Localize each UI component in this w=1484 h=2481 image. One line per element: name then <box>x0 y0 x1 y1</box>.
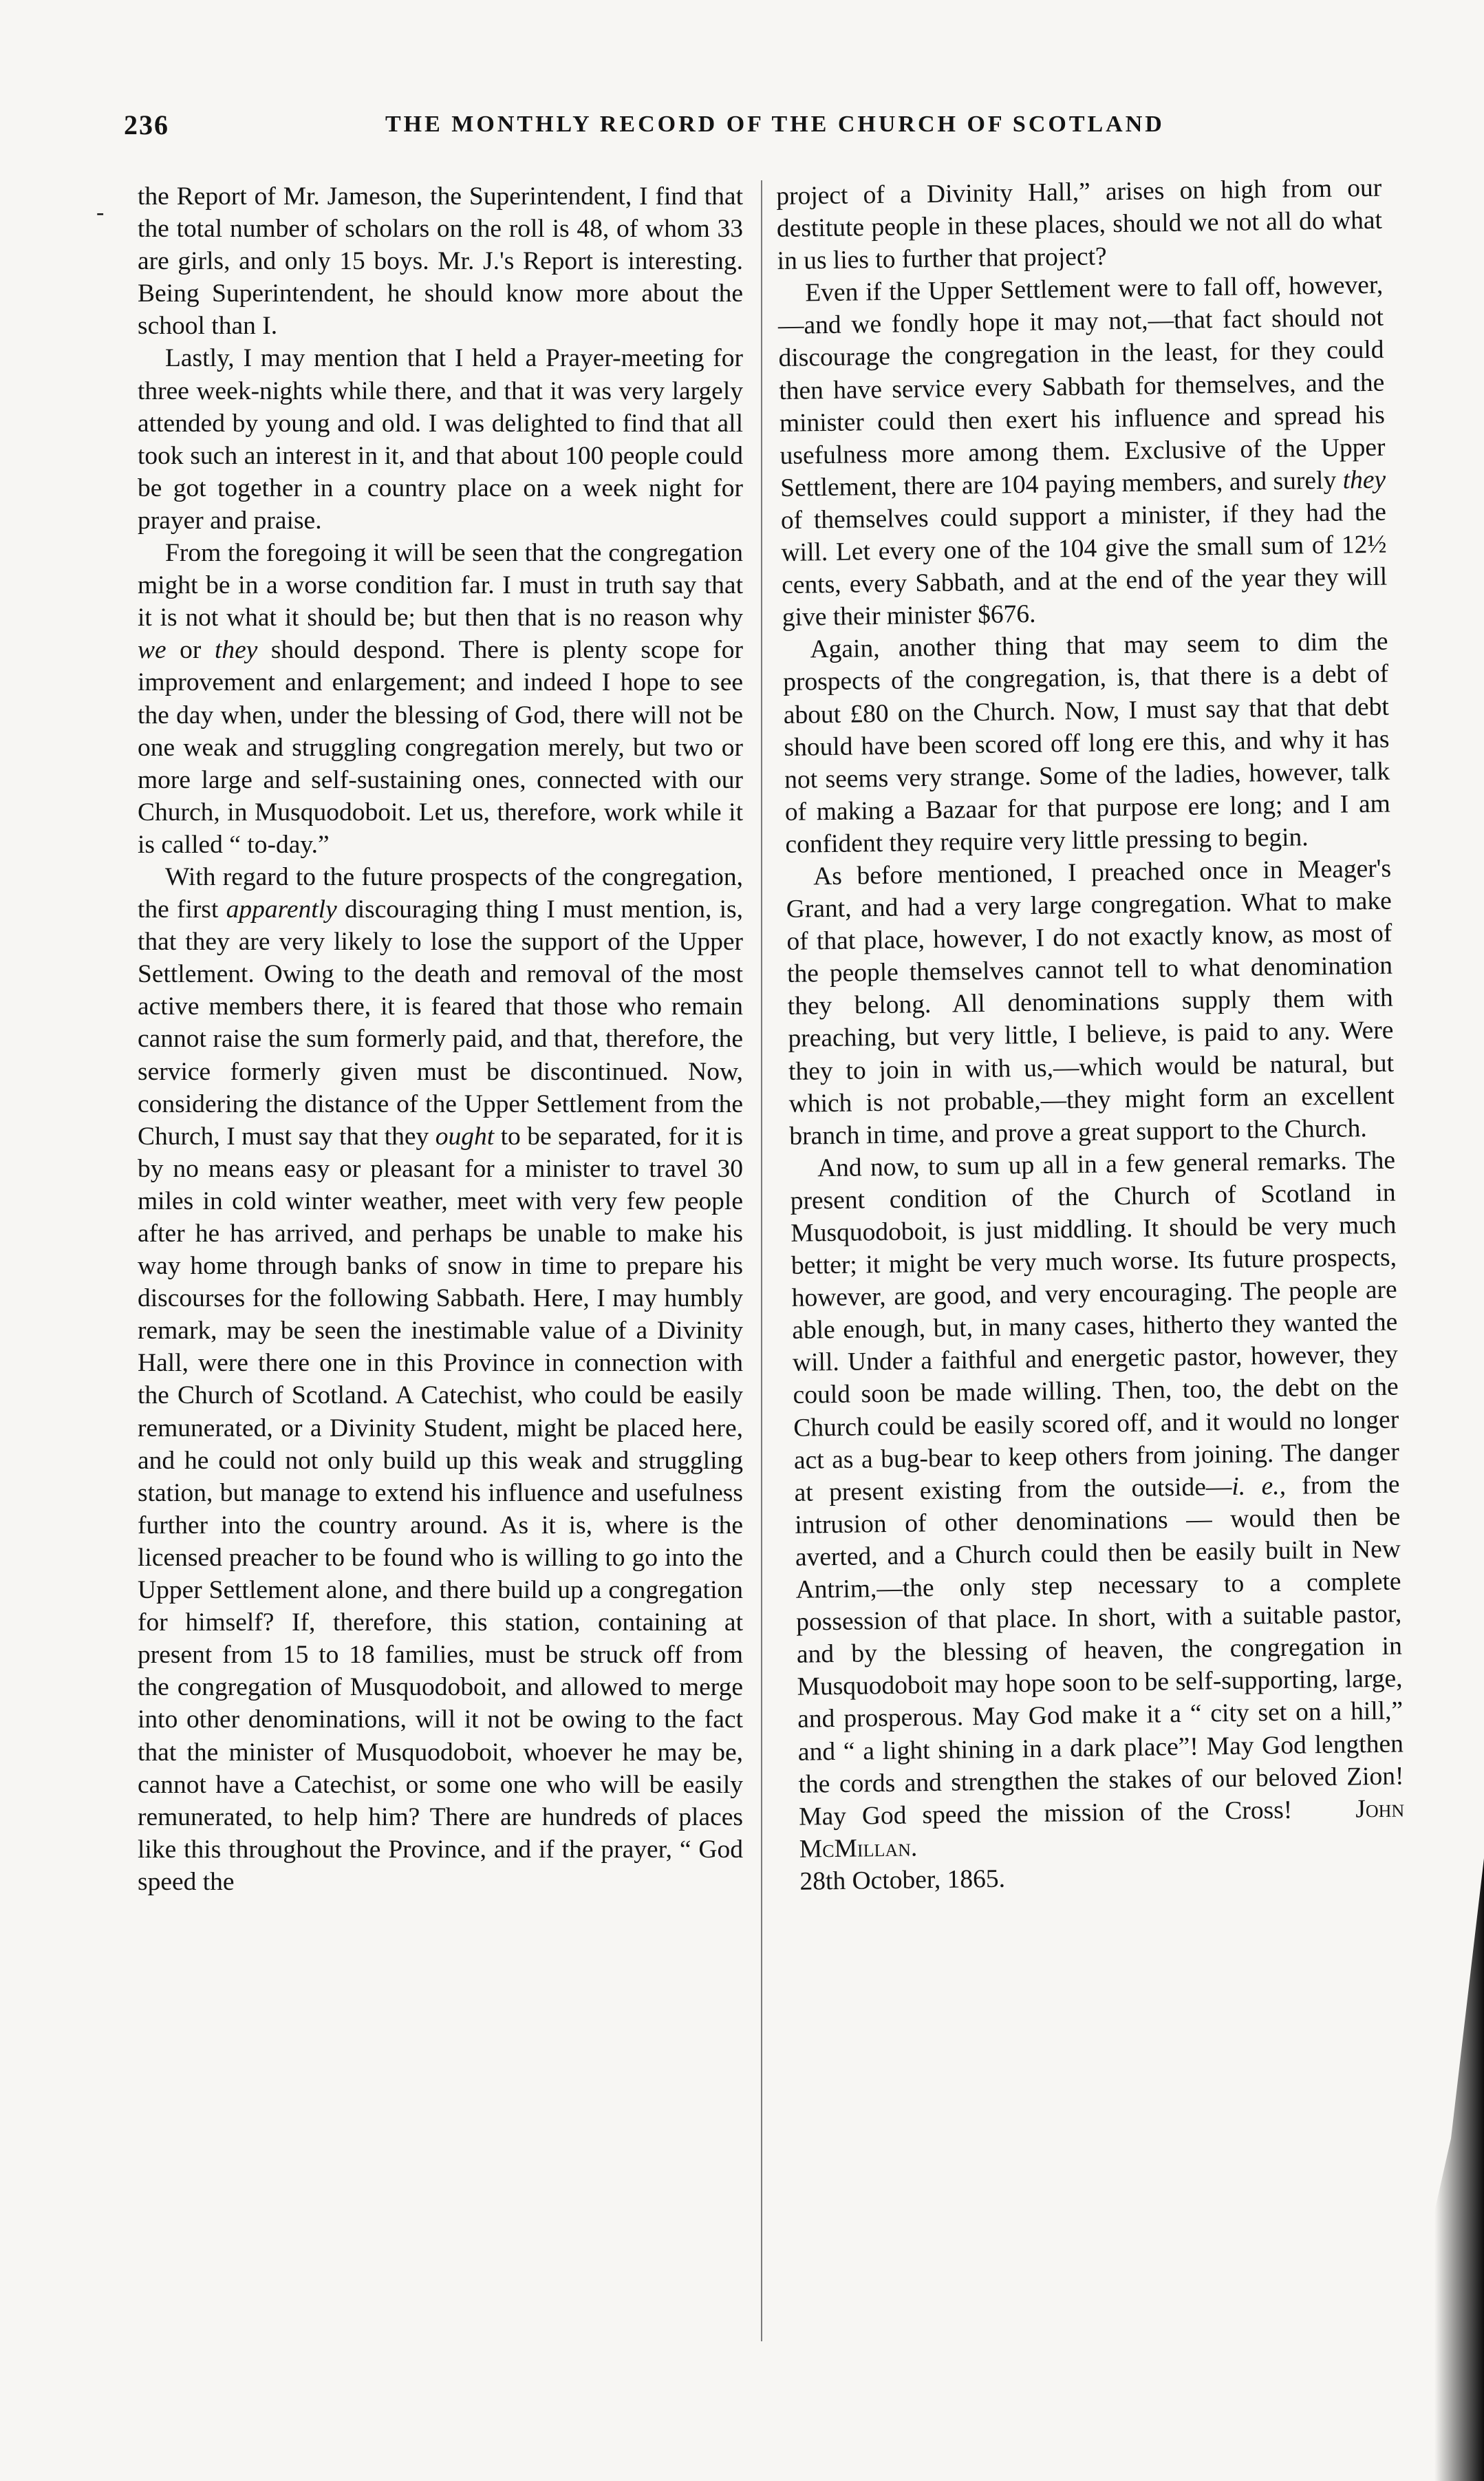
italic-word: apparently <box>226 895 337 924</box>
left-paragraph-4 <box>138 861 743 1898</box>
left-paragraph-2: Lastly, I may mention that I held a Prayer-meeting for three week-nights while there, and that it was very largely attended by young and old. I was delighted to find that all took such an interest in it, and that about 100 people could be got together in a country place on a week night for prayer and praise. <box>138 344 743 535</box>
text-run: From the foregoing it will be seen that the congregation might be in a worse condition far. I must in truth say that it is not what it should be; but then that is no reason why <box>138 539 743 632</box>
text-run: from the intrusion of other denominations — would then be averted, and a Church could then be easily built in New Antrim,—the only step necessary to a complete possession of that place. In short, with a suitable pastor, and by the blessing of heaven, the congregation in Musquodoboit may hope soon to be self-supporting, large, and prosperous. May God make it a “ city set on a hill,” and “ a light shining in a dark place”! May God lengthen the cords and strengthen the stakes of our beloved Zion! May God speed the mission of the Cross! <box>795 1470 1404 1831</box>
right-paragraph-5 <box>790 1144 1405 1865</box>
letter-date: 28th October, 1865. <box>799 1864 1006 1896</box>
text-run: And now, to sum up all in a few general remarks. The present condition of the Church of Scotland in Musquodoboit, is just middling. It should be very much better; it might be very much worse. Its future prospects, however, are good, and very encouraging. The people are able enough, but, in many cases, hitherto they wanted the will. Under a faithful and energetic pastor, however, they could soon be made willing. Then, too, the debt on the Church could be easily scored off, and it would no longer act as a bug-bear to keep others from joining. The danger at present existing from the outside— <box>790 1146 1400 1507</box>
italic-word: ought <box>435 1122 495 1151</box>
running-title: THE MONTHLY RECORD OF THE CHURCH OF SCOTLAND <box>385 111 1165 137</box>
page-edge-shadow <box>1374 1858 1484 2481</box>
page-number: 236 <box>124 109 169 140</box>
text-run: Even if the Upper Settlement were to fall off, however,—and we fondly hope it may not,—that fact should not discourage the congregation in the least, for they could then have service every Sabbath for themselves, and the minister could then exert his influence and spread his usefulness more among them. Exclusive of the Upper Settlement, there are 104 paying members, and surely <box>777 270 1386 502</box>
author-signature: John McMillan. <box>799 1794 1405 1864</box>
text-run: of themselves could support a minister, if they had the will. Let every one of the 104 give the small sum of 12½ cents, every Sabbath, and at the end of the year they will give their minister $676. <box>780 498 1388 632</box>
left-paragraph-3 <box>138 537 743 861</box>
margin-mark: - <box>96 200 105 225</box>
page-header <box>124 109 1390 150</box>
right-column <box>776 172 1406 1898</box>
column-divider <box>761 180 762 2341</box>
text-run: or <box>166 636 215 665</box>
text-run: With regard to the future prospects of the congregation, the first <box>138 862 743 924</box>
text-run: to be separated, for it is by no means easy or pleasant for a minister to travel 30 miles in cold winter weather, meet with very few people after he has arrived, and perhaps be unable to make his way home through banks of snow in time to prepare his discourses for the following Sabbath. Here, I may humbly remark, may be seen the inestimable value of a Divinity Hall, were there one in this Province in connection with the Church of Scotland. A Catechist, who could be easily remunerated, or a Divinity Student, might be placed here, and he could not only build up this weak and struggling station, but manage to extend his influence and usefulness further into the country around. As it is, where is the licensed preacher to be found who is willing to go into the Upper Settlement alone, and there build up a congregation for himself? If, therefore, this station, containing at present from 15 to 18 families, must be struck off from the congregation of Musquodoboit, and allowed to merge into other denominations, will it not be owing to the fact that the minister of Musquodoboit, whoever he may be, cannot have a Catechist, or some one who will be easily remunerated, to help him? There are hundreds of places like this throughout the Province, and if the prayer, “ God speed the <box>138 1122 743 1896</box>
italic-word: they <box>214 636 258 665</box>
right-paragraph-1: project of a Divinity Hall,” arises on high from our destitute people in these places, should we not all do what in us lies to further that project? <box>776 173 1383 276</box>
right-paragraph-4: As before mentioned, I preached once in Meager's Grant, and had a very large congregation. What to make of that place, however, I do not exactly know, as most of the people themselves cannot tell to what denomination they belong. All denominations supply them with preaching, but very little, I believe, is paid to any. Were they to join in with us,—which would be natural, but which is not probable,—they might form an excellent branch in time, and prove a great support to the Church. <box>786 854 1395 1151</box>
text-run: should despond. There is plenty scope for improvement and enlargement; and indeed I hope to see the day when, under the blessing of God, there will not be one weak and struggling congregation merely, but two or more large and self-sustaining ones, connected with our Church, in Musquodoboit. Let us, therefore, work while it is called “ to-day.” <box>138 636 743 859</box>
italic-word: they <box>1342 465 1386 495</box>
italic-word: i. e., <box>1232 1471 1287 1501</box>
right-paragraph-3: Again, another thing that may seem to dim the prospects of the congregation, is, that there is a debt of about £80 on the Church. Now, I must say that that debt should have been scored off long ere this, and why it has not seems very strange. Some of the ladies, however, talk of making a Bazaar for that purpose ere long; and I am confident they require very little pressing to begin. <box>782 627 1391 859</box>
left-column <box>138 180 743 1898</box>
left-paragraph-1: the Report of Mr. Jameson, the Superintendent, I find that the total number of scholars on the roll is 48, of whom 33 are girls, and only 15 boys. Mr. J.'s Report is interesting. Being Superintendent, he should know more about the school than I. <box>138 182 743 341</box>
italic-word: we <box>138 636 166 665</box>
text-run: discouraging thing I must mention, is, that they are very likely to lose the support of the Upper Settlement. Owing to the death and removal of the most active members there, it is feared that those who remain cannot raise the sum formerly paid, and that, therefore, the service formerly given must be discontinued. Now, considering the distance of the Upper Settlement from the Church, I must say that they <box>138 895 743 1151</box>
right-paragraph-2 <box>777 269 1388 634</box>
